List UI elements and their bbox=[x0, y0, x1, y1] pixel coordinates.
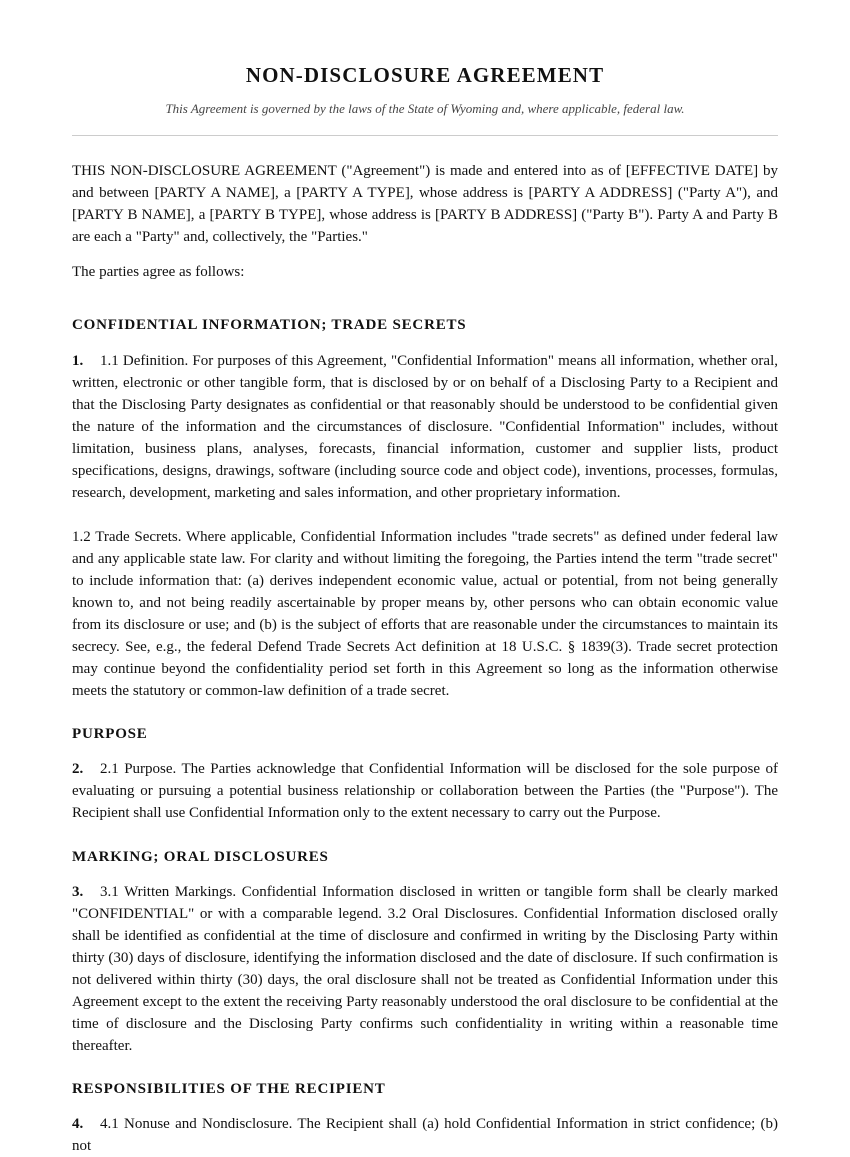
section-heading-confidential-information: CONFIDENTIAL INFORMATION; TRADE SECRETS bbox=[72, 317, 467, 333]
clause-text: 1.1 Definition. For purposes of this Agreement, "Confidential Information" means all information, whether oral, written, electronic or other tangible form, that is disclosed by or on behalf of a Disclosing Party to a Recipient and that the Disclosing Party designates as confidential or that reasonably should be understood to be confidential given the nature of the information and the circumstances of disclosure. "Confidential Information" includes, without limitation, business plans, analyses, forecasts, financial information, customer and supplier lists, product specifications, designs, drawings, software (including source code and object code), inventions, processes, formulas, research, development, marketing and sales information, and other proprietary information. bbox=[72, 353, 778, 501]
document-title: NON-DISCLOSURE AGREEMENT bbox=[245, 63, 605, 87]
section-heading-marking: MARKING; ORAL DISCLOSURES bbox=[72, 849, 329, 865]
section-1-clause-2: 1.2 Trade Secrets. Where applicable, Confidential Information includes "trade secrets" as defined under federal law and any applicable state law. For clarity and without limiting the foregoing, the Parties intend the term "trade secret" to include information that: (a) derives independent economic value, actual or potential, from not being generally known to, and not being readily ascertainable by proper means by, other persons who can obtain economic value from its disclosure or use; and (b) is the subject of efforts that are reasonable under the circumstances to maintain its secrecy. See, e.g., the federal Defend Trade Secrets Act definition at 18 U.S.C. § 1839(3). Trade secret protection may continue beyond the confidentiality period set forth in this Agreement so long as the information otherwise meets the statutory or common-law definition of a trade secret. bbox=[72, 529, 778, 699]
section-heading-purpose: PURPOSE bbox=[72, 726, 148, 742]
section-number: 1. bbox=[72, 353, 84, 369]
clause-text: 4.1 Nonuse and Nondisclosure. The Recipient shall (a) hold Confidential Information in strict confidence; (b) not bbox=[72, 1116, 778, 1154]
title-divider bbox=[72, 135, 778, 136]
section-number: 2. bbox=[72, 761, 84, 777]
section-heading-responsibilities: RESPONSIBILITIES OF THE RECIPIENT bbox=[72, 1081, 386, 1097]
document-page bbox=[72, 0, 778, 1157]
section-1-clause-1 bbox=[72, 350, 778, 504]
intro-paragraph: THIS NON-DISCLOSURE AGREEMENT ("Agreement") is made and entered into as of [EFFECTIVE DATE] by and between [PARTY A NAME], a [PARTY A TYPE], whose address is [PARTY A ADDRESS] ("Party A"), and [PARTY B NAME], a [PARTY B TYPE], whose address is [PARTY B ADDRESS] ("Party B"). Party A and Party B are each a "Party" and, collectively, the "Parties." bbox=[72, 163, 778, 245]
clause-text: 2.1 Purpose. The Parties acknowledge that Confidential Information will be disclosed for the sole purpose of evaluating or pursuing a potential business relationship or collaboration between the Parties (the "Purpose"). The Recipient shall use Confidential Information only to the extent necessary to carry out the Purpose. bbox=[72, 761, 778, 821]
section-4-clause bbox=[72, 1113, 778, 1157]
section-2-clause bbox=[72, 758, 778, 824]
section-number: 4. bbox=[72, 1116, 84, 1132]
section-number: 3. bbox=[72, 884, 84, 900]
clause-text: 3.1 Written Markings. Confidential Information disclosed in written or tangible form shall be clearly marked "CONFIDENTIAL" or with a comparable legend. 3.2 Oral Disclosures. Confidential Information disclosed orally shall be identified as confidential at the time of disclosure and confirmed in writing by the Disclosing Party within thirty (30) days of disclosure, identifying the information disclosed and the date of disclosure. If such confirmation is not delivered within thirty (30) days, the oral disclosure shall not be treated as Confidential Information under this Agreement except to the extent the receiving Party reasonably understood the oral disclosure to be confidential at the time of disclosure and the Disclosing Party confirms such confidentiality in writing within a reasonable time thereafter. bbox=[72, 884, 778, 1054]
section-3-clause bbox=[72, 881, 778, 1057]
governing-law-subtitle: This Agreement is governed by the laws of the State of Wyoming and, where applicable, federal law. bbox=[165, 101, 685, 116]
agree-line: The parties agree as follows: bbox=[72, 264, 245, 280]
